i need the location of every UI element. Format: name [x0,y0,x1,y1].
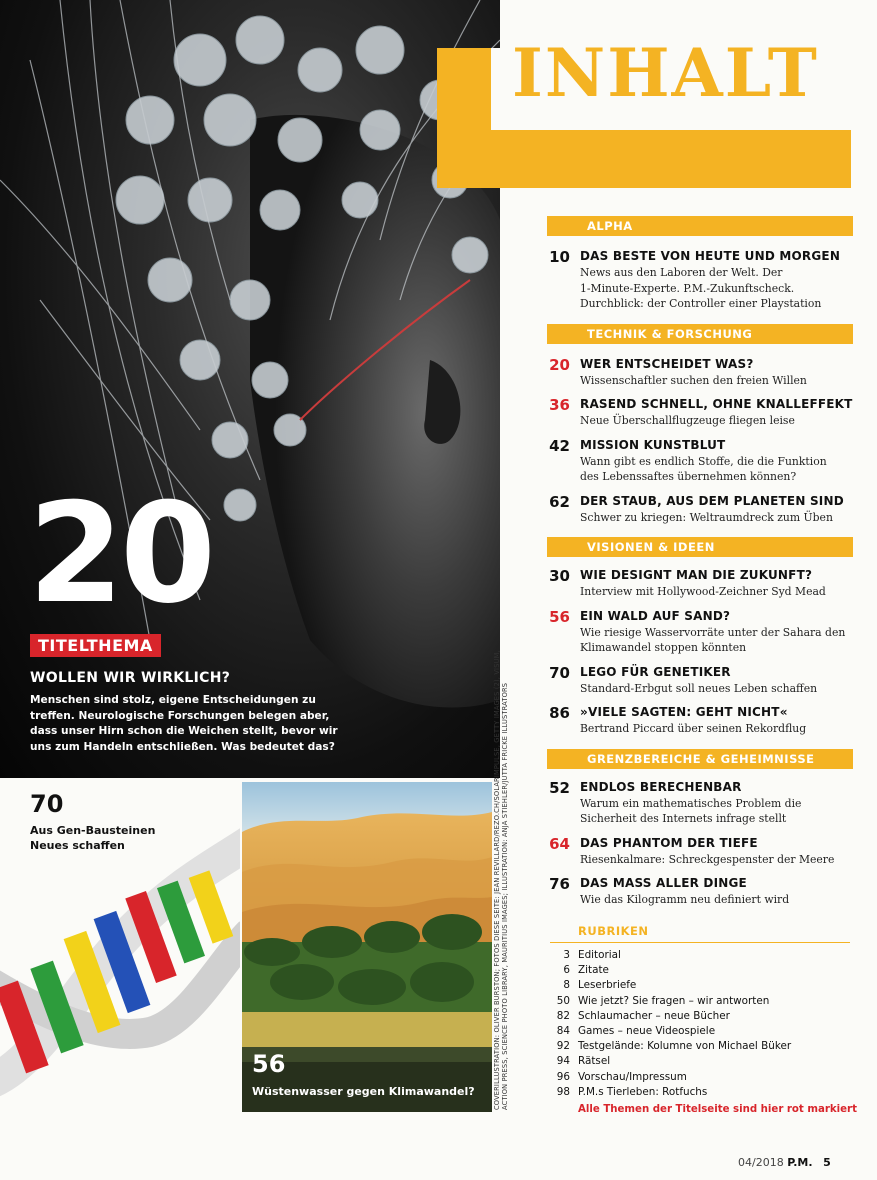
section-header: VISIONEN & IDEEN [547,537,853,557]
cover-story-page: 20 [28,473,213,634]
entry-page: 62 [549,492,570,511]
brand-name: P.M. [787,1156,813,1169]
entry-desc: Wissenschaftler suchen den freien Willen [580,373,807,387]
toc-entry[interactable] [548,356,853,389]
entry-page: 30 [549,567,570,585]
page-number: 5 [823,1156,831,1169]
cover-image [0,0,500,778]
rubriken-note: Alle Themen der Titelseite sind hier rot markiert [578,1104,857,1115]
entry-page: 10 [549,248,570,266]
rubriken-divider [550,942,850,943]
rubrik-item[interactable]: 92 Testgelände: Kolumne von Michael Büker [556,1040,792,1053]
entry-page: 76 [549,875,570,893]
section-header: TECHNIK & FORSCHUNG [547,324,853,344]
section-visionen-ideen [548,537,853,737]
entry-desc: Wann gibt es endlich Stoffe, die die Funktion [580,454,827,468]
entry-desc: des Lebenssaftes übernehmen können? [580,470,797,483]
entry-page: 52 [549,778,570,797]
toc-entry[interactable] [548,437,853,485]
brain-sensor-illustration [0,0,500,778]
entry-desc: 1-Minute-Experte. P.M.-Zukunftscheck. [580,281,795,295]
toc-entry[interactable] [548,396,853,429]
entry-title: DAS BESTE VON HEUTE UND MORGEN [580,249,841,263]
rubriken-list [550,949,850,1101]
section-technik-forschung [548,324,853,526]
entry-title: DAS MASS ALLER DINGE [580,876,747,890]
entry-title: RASEND SCHNELL, OHNE KNALLEFFEKT [580,397,853,411]
rubrik-item[interactable]: 98 P.M.s Tierleben: Rotfuchs [556,1085,708,1098]
rubrik-item[interactable]: 3 Editorial [563,949,621,961]
issue-date: 04/2018 [738,1156,784,1169]
table-of-contents [548,216,853,908]
page-title: INHALT [512,34,819,112]
rubrik-item[interactable]: 8 Leserbriefe [563,979,637,992]
toc-entry[interactable] [548,567,853,600]
entry-page: 70 [549,663,570,682]
entry-desc: Schwer zu kriegen: Weltraumdreck zum Üben [580,510,833,524]
entry-title: EIN WALD AUF SAND? [580,608,731,623]
entry-desc: Neue Überschallflugzeuge fliegen leise [580,414,795,427]
entry-desc: Interview mit Hollywood-Zeichner Syd Mead [580,585,826,598]
entry-desc: Riesenkalmare: Schreckgespenster der Meere [580,852,835,866]
rubrik-item[interactable]: 6 Zitate [563,964,609,977]
entry-desc: Warum ein mathematisches Problem die [580,796,802,810]
cover-story-text: Menschen sind stolz, eigene Entscheidungen zu treffen. Neurologische Forschungen belegen aber, dass unser Hirn schon die Weichen stellt, bevor wir uns zum Handeln entschließen. Was bedeutet das? [30,694,338,753]
toc-entry[interactable] [548,248,853,312]
rubriken-title: RUBRIKEN [578,924,649,938]
rubrik-item[interactable]: 96 Vorschau/Impressum [556,1070,687,1083]
entry-desc: Klimawandel stoppen könnten [580,641,747,654]
entry-desc: News aus den Laboren der Welt. Der [580,266,783,279]
teaser-desert-text: Wüstenwasser gegen Klimawandel? [252,1085,475,1098]
section-header: GRENZBEREICHE & GEHEIMNISSE [547,749,853,769]
entry-title: LEGO FÜR GENETIKER [580,664,731,679]
entry-page: 86 [549,704,570,722]
teaser-dna-text: Aus Gen-Bausteinen Neues schaffen [30,824,156,852]
rubrik-item[interactable]: 94 Rätsel [556,1055,611,1068]
teaser-dna-page: 70 [30,790,64,818]
page-folio [738,1156,831,1169]
entry-page: 20 [549,355,570,374]
section-alpha [548,216,853,312]
section-grenzbereiche-geheimnisse [548,749,853,908]
entry-title: ENDLOS BERECHENBAR [580,779,742,794]
entry-page: 42 [549,436,570,455]
entry-title: MISSION KUNSTBLUT [580,437,726,452]
entry-title: »VIELE SAGTEN: GEHT NICHT« [580,705,788,719]
toc-entry[interactable] [548,664,853,697]
entry-desc: Standard-Erbgut soll neues Leben schaffen [580,681,818,695]
entry-page: 56 [549,607,570,626]
entry-desc: Bertrand Piccard über seinen Rekordflug [580,722,807,735]
toc-entry[interactable] [548,779,853,827]
entry-desc: Durchblick: der Controller einer Playstation [580,297,822,310]
entry-title: WER ENTSCHEIDET WAS? [580,356,754,371]
entry-desc: Sicherheit des Internets infrage stellt [580,812,787,825]
toc-entry[interactable] [548,875,853,908]
entry-title: WIE DESIGNT MAN DIE ZUKUNFT? [580,568,813,582]
section-header: ALPHA [547,216,853,236]
cover-story-tag: TITELTHEMA [30,634,161,657]
teaser-desert-page: 56 [252,1050,286,1078]
entry-page: 64 [549,834,570,853]
rubrik-item[interactable]: 50 Wie jetzt? Sie fragen – wir antworten [556,994,770,1007]
toc-entry[interactable] [548,608,853,656]
entry-page: 36 [549,396,570,414]
rubrik-item[interactable]: 84 Games – neue Videospiele [556,1024,716,1037]
rubrik-item[interactable]: 82 Schlaumacher – neue Bücher [556,1009,730,1022]
entry-desc: Wie riesige Wasservorräte unter der Sahara den [580,625,846,639]
cover-story-headline: WOLLEN WIR WIRKLICH? [30,670,231,686]
toc-entry[interactable] [548,493,853,526]
entry-title: DAS PHANTOM DER TIEFE [580,835,758,850]
photo-credits: COVERILLUSTRATION: OLIVER BURSTON; FOTOS DIESE SEITE: JEAN REVILLARD/REZO.CH/SOLARIMPULSE, GETTY IMAGES (2), VISUM, ACTION PRESS, SCIENCE PHOTO LIBRARY, MAURITIUS IMAGES; ILLUSTRATION: ANJA STIEHLER/JUTTA FRICKE ILLUSTRATORS [493,650,510,1110]
toc-entry[interactable] [548,704,853,737]
entry-title: DER STAUB, AUS DEM PLANETEN SIND [580,493,844,508]
toc-entry[interactable] [548,835,853,868]
entry-desc: Wie das Kilogramm neu definiert wird [580,893,790,906]
